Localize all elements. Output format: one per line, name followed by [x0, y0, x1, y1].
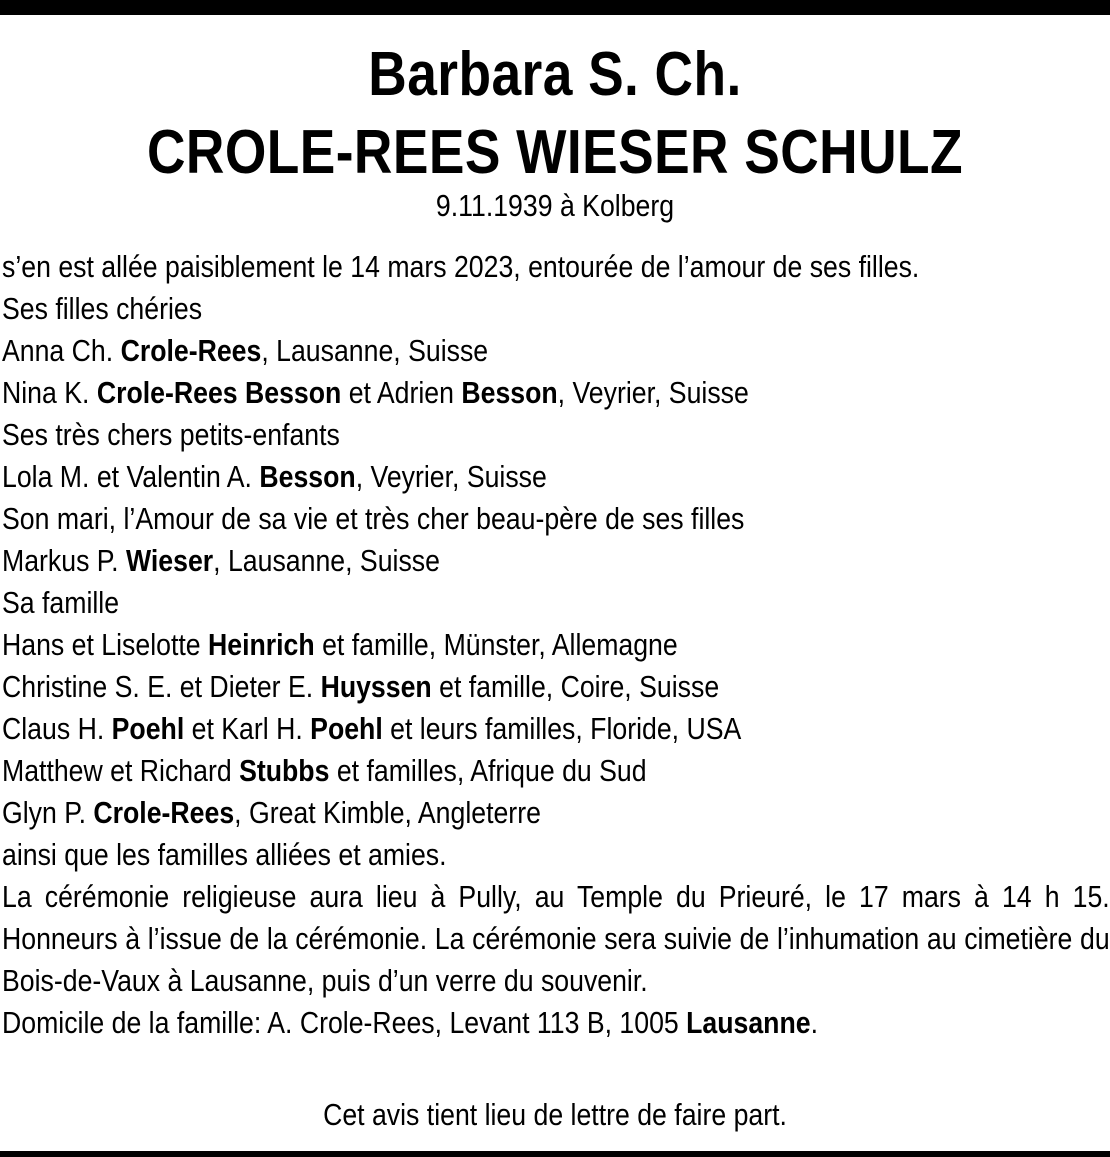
- family-line: [2, 498, 955, 540]
- family-text: Glyn P.: [2, 795, 94, 830]
- family-text: Claus H.: [2, 711, 112, 746]
- family-surname: Besson: [461, 375, 558, 410]
- family-text: , Veyrier, Suisse: [355, 459, 547, 494]
- family-surname: Crole-Rees: [120, 333, 262, 368]
- family-line: [2, 666, 955, 708]
- family-text: Sa famille: [2, 585, 120, 620]
- family-line: [2, 330, 955, 372]
- family-text: et familles, Afrique du Sud: [329, 753, 647, 788]
- family-text: Ses très chers petits-enfants: [2, 417, 340, 452]
- family-text: Markus P.: [2, 543, 126, 578]
- family-line: [2, 834, 955, 876]
- obituary-body: [2, 246, 1110, 1044]
- deceased-name-line-2: CROLE-REES WIESER SCHULZ: [146, 118, 964, 187]
- family-text: Nina K.: [2, 375, 97, 410]
- family-surname: Poehl: [310, 711, 383, 746]
- family-surname: Besson: [259, 459, 356, 494]
- deceased-name-line-1: Barbara S. Ch.: [368, 40, 742, 109]
- family-text: Christine S. E. et Dieter E.: [2, 669, 321, 704]
- family-text: et leurs familles, Floride, USA: [382, 711, 742, 746]
- family-surname: Crole-Rees: [93, 795, 235, 830]
- family-text: , Veyrier, Suisse: [557, 375, 749, 410]
- obituary-heading: [0, 36, 1110, 224]
- family-text: et famille, Münster, Allemagne: [314, 627, 678, 662]
- family-surname: Stubbs: [239, 753, 330, 788]
- domicile-prefix: Domicile de la famille: A. Crole-Rees, Levant 113 B, 1005: [2, 1005, 687, 1040]
- domicile-line: [2, 1002, 955, 1044]
- family-surname: Wieser: [125, 543, 214, 578]
- family-text: Ses filles chéries: [2, 291, 203, 326]
- family-text: , Lausanne, Suisse: [261, 333, 489, 368]
- family-surname: Heinrich: [207, 627, 315, 662]
- family-text: ainsi que les familles alliées et amies.: [2, 837, 447, 872]
- family-line: [2, 708, 955, 750]
- ceremony-paragraph: La cérémonie religieuse aura lieu à Pully, au Temple du Prieuré, le 17 mars à 14 h 15. Honneurs à l’issue de la cérémonie. La cérémonie sera suivie de l’inhumation au cimetière du Bois-de-Vaux à Lausanne, puis d’un verre du souvenir.: [2, 879, 1110, 998]
- family-line: [2, 540, 955, 582]
- family-text: Anna Ch.: [2, 333, 121, 368]
- footer-note: Cet avis tient lieu de lettre de faire part.: [323, 1097, 787, 1132]
- family-list: [2, 288, 1110, 876]
- family-line: [2, 582, 955, 624]
- family-surname: Poehl: [111, 711, 185, 746]
- family-line: [2, 792, 955, 834]
- family-text: Son mari, l’Amour de sa vie et très cher beau-père de ses filles: [2, 501, 745, 536]
- family-text: , Great Kimble, Angleterre: [234, 795, 541, 830]
- family-text: Lola M. et Valentin A.: [2, 459, 260, 494]
- family-line: [2, 414, 955, 456]
- birth-date-place: 9.11.1939 à Kolberg: [435, 188, 675, 223]
- family-text: et Adrien: [341, 375, 462, 410]
- family-line: [2, 372, 955, 414]
- family-text: Matthew et Richard: [2, 753, 240, 788]
- domicile-suffix: .: [810, 1005, 819, 1040]
- family-surname: Huyssen: [320, 669, 432, 704]
- family-text: et Karl H.: [184, 711, 311, 746]
- family-line: [2, 456, 955, 498]
- family-line: [2, 624, 955, 666]
- family-line: [2, 288, 955, 330]
- family-line: [2, 750, 955, 792]
- domicile-city: Lausanne: [686, 1005, 811, 1040]
- family-surname: Crole-Rees Besson: [96, 375, 342, 410]
- family-text: et famille, Coire, Suisse: [431, 669, 720, 704]
- top-rule: [0, 0, 1110, 15]
- family-text: , Lausanne, Suisse: [213, 543, 440, 578]
- family-text: Hans et Liselotte: [2, 627, 208, 662]
- bottom-rule: [0, 1151, 1110, 1157]
- intro-line: s’en est allée paisiblement le 14 mars 2023, entourée de l’amour de ses filles.: [2, 249, 920, 284]
